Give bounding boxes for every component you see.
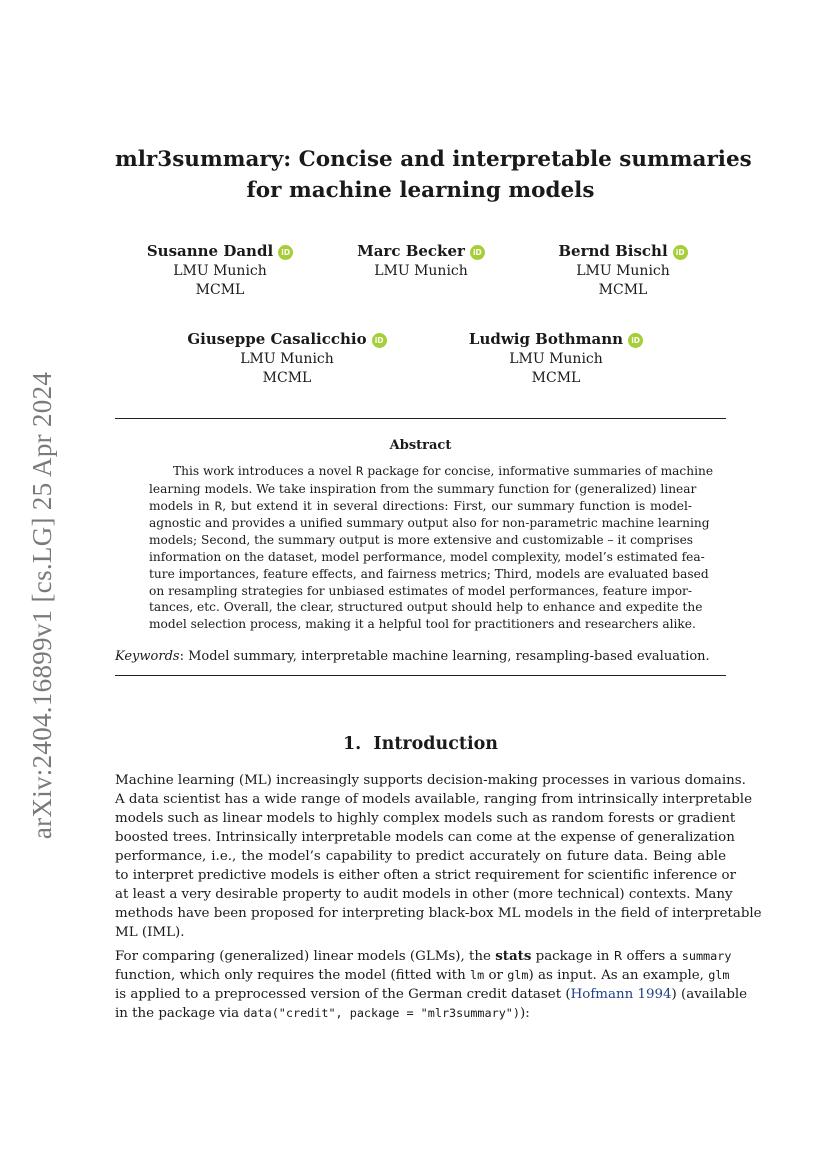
stats-package-name: stats <box>495 948 532 964</box>
orcid-icon[interactable]: iD <box>372 333 387 348</box>
paper-title <box>115 144 752 206</box>
author-affiliation: LMU Munich <box>576 262 670 279</box>
inline-code: glm <box>507 968 529 982</box>
title-line-2: for machine learning models <box>246 178 595 203</box>
abstract-line: model selection process, making it a helpful tool for practitioners and researchers alike. <box>149 617 696 632</box>
inline-code: glm <box>708 968 730 982</box>
r-language-name: R <box>613 949 623 963</box>
author-name: Marc Becker <box>357 242 465 260</box>
keywords-label: Keywords <box>115 649 180 664</box>
author-affiliation: LMU Munich <box>509 350 603 367</box>
abstract-heading: Abstract <box>389 438 452 453</box>
paragraph-line: at least a very desirable property to audit models in other (more technical) contexts. Many <box>115 887 733 902</box>
abstract-line: learning models. We take inspiration from the summary function for (generalized) linear <box>149 481 697 496</box>
r-language-name: R <box>355 465 364 478</box>
author-name: Bernd Bischl <box>558 242 668 260</box>
paragraph-line: For comparing (generalized) linear models (GLMs), the stats package in R offers a summary <box>115 948 732 964</box>
author-affiliation: MCML <box>262 370 312 386</box>
arxiv-identifier-stamp <box>18 360 68 850</box>
paragraph-line: A data scientist has a wide range of models available, ranging from intrinsically interpretable <box>115 792 752 807</box>
section-title: Introduction <box>373 734 499 754</box>
paragraph-line: function, which only requires the model (fitted with lm or glm) as input. As an example, glm <box>115 968 730 983</box>
paragraph-line: models such as linear models to highly complex models such as random forests or gradient <box>115 811 736 826</box>
paragraph-line: Machine learning (ML) increasingly supports decision-making processes in various domains. <box>115 773 746 788</box>
orcid-icon[interactable]: iD <box>470 245 485 260</box>
author-block <box>543 242 703 301</box>
paragraph-line: is applied to a preprocessed version of the German credit dataset (Hofmann 1994) (available <box>115 987 748 1002</box>
arxiv-identifier-text: arXiv:2404.16899v1 [cs.LG] 25 Apr 2024 <box>27 371 58 839</box>
r-language-name: R <box>214 499 223 513</box>
paragraph-line: performance, i.e., the model’s capability to predict accurately on future data. Being able <box>115 849 726 864</box>
abstract-line: models; Second, the summary output is more extensive and customizable – it comprises <box>149 533 694 548</box>
paragraph-line: ML (IML). <box>115 925 185 940</box>
author-affiliation: LMU Munich <box>173 262 267 279</box>
author-block <box>460 330 652 389</box>
title-line-1: mlr3summary: Concise and interpretable summaries <box>115 147 752 172</box>
author-block <box>139 242 301 301</box>
orcid-icon[interactable]: iD <box>673 245 688 260</box>
intro-paragraph-2 <box>115 947 748 1023</box>
orcid-icon[interactable]: iD <box>628 333 643 348</box>
author-affiliation: LMU Munich <box>240 350 334 367</box>
abstract-line: agnostic and provides a unified summary output also for non-parametric machine learning <box>149 516 710 531</box>
inline-code: data("credit", package = "mlr3summary") <box>243 1006 520 1020</box>
abstract-line: information on the dataset, model performance, model complexity, model’s estimated fea- <box>149 549 705 564</box>
paragraph-line: methods have been proposed for interpreting black-box ML models in the field of interpretable <box>115 906 762 921</box>
intro-paragraph-1 <box>115 771 762 942</box>
abstract-body <box>149 463 714 633</box>
keywords-text: : Model summary, interpretable machine learning, resampling-based evaluation. <box>179 649 710 664</box>
keywords <box>115 648 726 666</box>
paragraph-line: in the package via data("credit", package = "mlr3summary")): <box>115 1006 530 1021</box>
orcid-icon[interactable]: iD <box>278 245 293 260</box>
author-affiliation: MCML <box>531 370 581 386</box>
inline-code: lm <box>470 968 485 982</box>
author-block <box>341 242 501 281</box>
inline-code: summary <box>681 949 732 963</box>
author-affiliation: MCML <box>598 282 648 298</box>
section-number: 1. <box>342 734 362 754</box>
abstract-line: models in R, but extend it in several directions: First, our summary function is model- <box>149 498 692 513</box>
author-block <box>179 330 395 389</box>
paragraph-line: to interpret predictive models is either often a strict requirement for scientific inference or <box>115 868 737 883</box>
section-heading <box>115 734 726 754</box>
author-name: Giuseppe Casalicchio <box>187 330 367 348</box>
citation-link[interactable]: Hofmann 1994 <box>570 987 672 1002</box>
author-name: Susanne Dandl <box>146 242 274 260</box>
abstract-bottom-rule <box>115 675 726 676</box>
author-affiliation: LMU Munich <box>374 262 468 279</box>
paragraph-line: boosted trees. Intrinsically interpretable models can come at the expense of generalization <box>115 830 735 845</box>
abstract-line: This work introduces a novel R package for concise, informative summaries of machine <box>173 464 714 478</box>
author-affiliation: MCML <box>195 282 245 298</box>
abstract-line: ture importances, feature effects, and fairness metrics; Third, models are evaluated based <box>149 566 709 581</box>
abstract-line: tances, etc. Overall, the clear, structured output should help to enhance and expedite the <box>149 600 703 615</box>
author-name: Ludwig Bothmann <box>468 330 624 348</box>
abstract-line: on resampling strategies for unbiased estimates of model performances, feature impor- <box>149 583 692 598</box>
abstract-top-rule <box>115 418 726 419</box>
